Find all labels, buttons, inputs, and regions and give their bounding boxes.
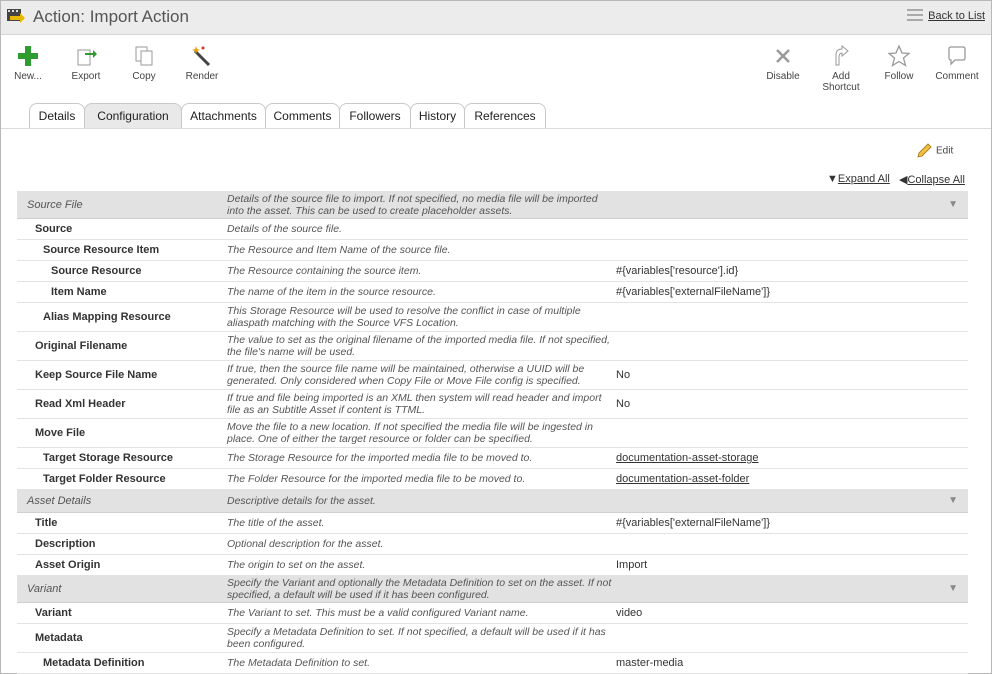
export-icon [56, 45, 116, 69]
table-row: Title The title of the asset. #{variables['externalFileName']} [17, 513, 968, 534]
edit-button[interactable]: Edit [916, 143, 953, 159]
collapse-chevron-icon[interactable]: ▼ [948, 495, 958, 506]
table-row: Target Folder Resource The Folder Resource for the imported media file to be moved to. documentation-asset-folder [17, 469, 968, 490]
triangle-left-icon: ◀ [899, 174, 908, 186]
table-row: Source Resource Item The Resource and Item Name of the source file. [17, 240, 968, 261]
new-button[interactable]: New... [0, 45, 58, 82]
table-row: Alias Mapping Resource This Storage Resource will be used to resolve the conflict in case of multiple aliaspath matching with the Source VFS Location. [17, 303, 968, 332]
table-row: Description Optional description for the asset. [17, 534, 968, 555]
tab-followers[interactable]: Followers [339, 103, 411, 128]
target-folder-link[interactable]: documentation-asset-folder [616, 473, 750, 485]
tab-divider [1, 128, 991, 129]
table-row: Target Storage Resource The Storage Resource for the imported media file to be moved to. documentation-asset-storage [17, 448, 968, 469]
table-row: Source Details of the source file. [17, 219, 968, 240]
section-row[interactable]: Asset Details Descriptive details for the asset. ▼ [17, 490, 968, 513]
target-storage-link[interactable]: documentation-asset-storage [616, 452, 759, 464]
follow-button[interactable]: Follow [869, 45, 929, 82]
table-row: Read Xml Header If true and file being imported is an XML then system will read header and import file as an Subtitle Asset if content is TTML. No [17, 390, 968, 419]
tab-references[interactable]: References [464, 103, 546, 128]
back-to-list-link[interactable]: Back to List [928, 10, 985, 22]
action-icon [6, 7, 26, 27]
copy-button[interactable]: Copy [114, 45, 174, 82]
table-row: Item Name The name of the item in the source resource. #{variables['externalFileName']} [17, 282, 968, 303]
tab-configuration[interactable]: Configuration [84, 103, 182, 128]
expand-all-link[interactable]: ▼Expand All [827, 173, 890, 185]
tab-details[interactable]: Details [29, 103, 85, 128]
page-title: Action: Import Action [33, 7, 189, 26]
table-row: Asset Origin The origin to set on the asset. Import [17, 555, 968, 576]
magic-wand-icon [172, 45, 232, 69]
speech-bubble-icon [927, 45, 987, 69]
comment-button[interactable]: Comment [927, 45, 987, 82]
title-bar [1, 1, 991, 35]
copy-icon [114, 45, 174, 69]
pencil-icon [916, 143, 932, 159]
table-row: Variant The Variant to set. This must be a valid configured Variant name. video [17, 603, 968, 624]
tab-comments[interactable]: Comments [265, 103, 340, 128]
configuration-table [17, 191, 968, 674]
add-shortcut-button[interactable]: Add Shortcut [811, 45, 871, 93]
shortcut-icon [811, 45, 871, 69]
tab-attachments[interactable]: Attachments [181, 103, 266, 128]
section-row[interactable]: Variant Specify the Variant and optionally the Metadata Definition to set on the asset. If not specified, a default will be used if it has been configured. ▼ [17, 576, 968, 603]
plus-icon [0, 45, 58, 69]
table-row: Metadata Definition The Metadata Definition to set. master-media [17, 653, 968, 674]
table-row: Move File Move the file to a new location. If not specified the media file will be ingested in place. One of either the target resource or folder can be specified. [17, 419, 968, 448]
star-icon [869, 45, 929, 69]
collapse-all-link[interactable]: ◀Collapse All [899, 174, 965, 186]
export-button[interactable]: Export [56, 45, 116, 82]
collapse-chevron-icon[interactable]: ▼ [948, 198, 958, 210]
tab-history[interactable]: History [410, 103, 465, 128]
render-button[interactable]: Render [172, 45, 232, 82]
disable-button[interactable]: Disable [753, 45, 813, 82]
x-icon [753, 45, 813, 69]
triangle-down-icon: ▼ [827, 173, 838, 185]
table-row: Metadata Specify a Metadata Definition to set. If not specified, a default will be used if it has been configured. [17, 624, 968, 653]
list-icon[interactable] [907, 9, 923, 22]
section-row[interactable]: Source File Details of the source file to import. If not specified, no media file will be imported into the asset. This can be used to create placeholder assets. ▼ [17, 191, 968, 219]
table-row: Keep Source File Name If true, then the source file name will be maintained, otherwise a UUID will be generated. Only considered when Copy File or Move File config is specified. No [17, 361, 968, 390]
collapse-chevron-icon[interactable]: ▼ [948, 583, 958, 594]
table-row: Original Filename The value to set as the original filename of the imported media file. If not specified, the file's name will be used. [17, 332, 968, 361]
table-row: Source Resource The Resource containing the source item. #{variables['resource'].id} [17, 261, 968, 282]
